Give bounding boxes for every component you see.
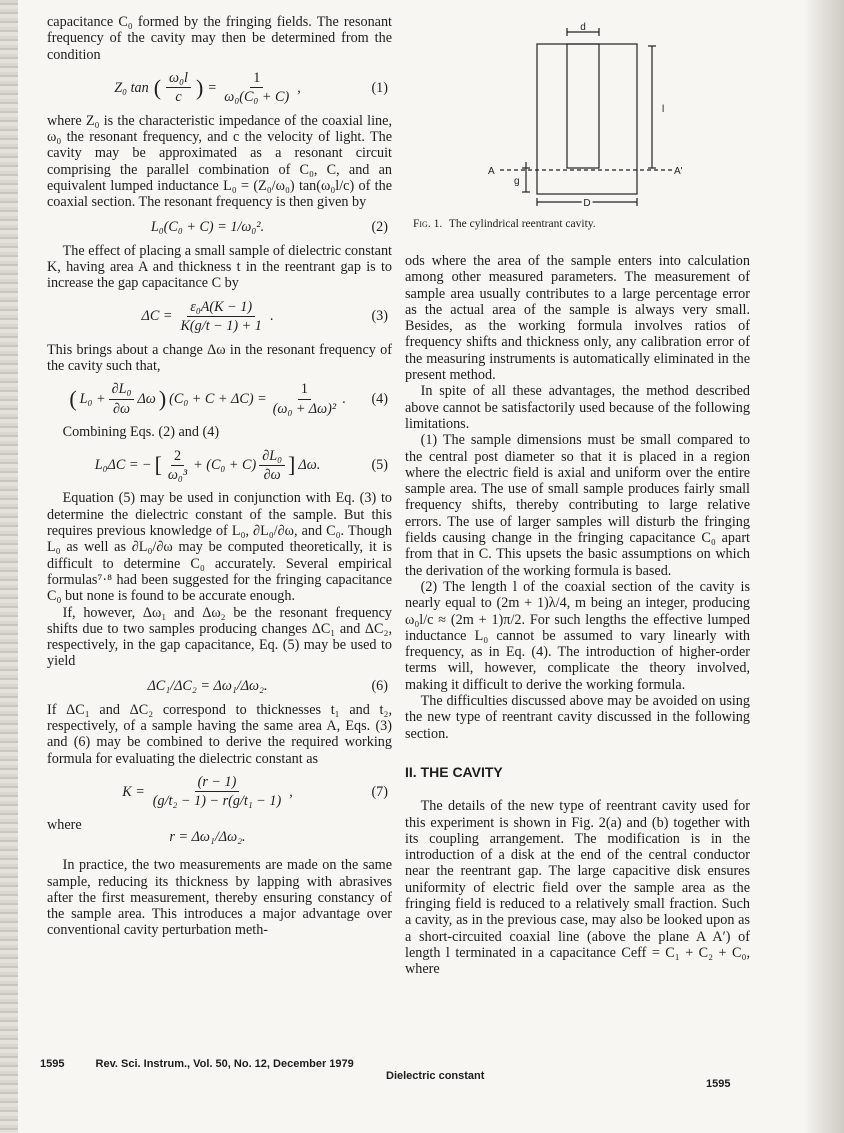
right-paragraph-4: (2) The length l of the coaxial section of the cavity is nearly equal to (2m + 1)λ/4, m being an integer, producing ω₀l/c ≈ (2m + 1)π/2. For such lengths the effective lumped inductance L₀ cannot be assumed to vary linearly with frequency, as in Eq. (4). The introduction of higher-order terms will, however, complicate the theory involved, making it difficult to derive the working formula.: [405, 578, 750, 693]
left-paragraph-3: The effect of placing a small sample of dielectric constant K, having area A and thickness t in the reentrant gap is to increase the gap capacitance C by: [47, 242, 392, 292]
figure-1-cavity-diagram: [470, 22, 710, 212]
eq5-dden: ∂ω: [263, 466, 281, 483]
left-paragraph-9: In practice, the two measurements are made on the same sample, reducing its thickness by lapping with abrasives after the first measurement, thereby ensuring constancy of the sample area. This introduces a major advantage over conventional cavity perturbation meth-: [47, 857, 392, 939]
figure-label-D: D: [583, 198, 591, 209]
eq4-c: (C₀ + C + ΔC) =: [169, 391, 267, 407]
eq6-number: (6): [371, 677, 388, 694]
left-paragraph-5: Combining Eqs. (2) and (4): [62, 424, 220, 441]
eq5-dnum: ∂L₀: [259, 448, 285, 466]
eq3-num: ε₀A(K − 1): [187, 299, 255, 317]
page-number-right: 1595: [706, 1078, 731, 1090]
equation-5: L₀ΔC = − [ $\frac{2}{\text{ω₀³}}$ + (C₀ + C) $\frac{\text{∂L₀}}{\partial\omega}$ ] Δω. (5): [94, 447, 388, 483]
eq2-text: L₀(C₀ + C) = 1/ω₀².: [150, 218, 265, 235]
eq5-lhs: L₀ΔC = −: [94, 457, 152, 474]
page-number-left: 1595: [40, 1058, 65, 1070]
eq1-paren-num: ω₀l: [166, 70, 191, 88]
eq5-mid: + (C₀ + C): [193, 457, 257, 474]
eq7-den: (g/t₂ − 1) − r(g/t₁ − 1): [152, 793, 282, 810]
equation-3: ΔC = $\frac{\text{ε₀A(K − 1)}}{K(g/t - 1) + 1}$ . (3): [141, 298, 388, 335]
eq6-text: ΔC₁/ΔC₂ = Δω₁/Δω₂.: [147, 677, 268, 694]
eq5-fden: ω₀³: [167, 466, 188, 483]
figure-label-g: g: [514, 176, 520, 187]
eq4-number: (4): [371, 391, 388, 407]
equation-7: K = $\frac{(r - 1)}{\text{(g/t₂ − 1) − r(g/t₁ − 1)}}$ , (7): [122, 774, 388, 810]
equation-7b: [47, 823, 392, 851]
eq5-number: (5): [371, 457, 388, 474]
eq1-rhs-den: ω₀(C₀ + C): [224, 89, 290, 106]
figure-label-A-prime: A': [674, 166, 683, 177]
right-column: [405, 253, 750, 977]
figure-label-d: d: [580, 22, 586, 33]
eq1-lhs: Z₀ tan: [114, 79, 149, 96]
eq2-number: (2): [371, 218, 388, 235]
journal-citation: Rev. Sci. Instrum., Vol. 50, No. 12, December 1979: [95, 1058, 354, 1070]
eq7-number: (7): [371, 783, 388, 800]
page-binding-edge: [0, 0, 18, 1133]
eq5-tail: Δω.: [298, 457, 321, 474]
right-paragraph-3: (1) The sample dimensions must be small compared to the central post diameter so that it is placed in a region where the electric field is axial and uniform over the entire sample area. The use of small sample produces fairly small frequency shifts, thereby contributing to large relative errors. The use of larger samples will disturb the fringing fields causing change in the fringing capacitance C₀ apart from that in C. This upsets the basic assumptions on which the derivation of the working formula is based.: [405, 432, 750, 579]
running-title: Dielectric constant: [386, 1070, 485, 1082]
left-paragraph-8: If ΔC₁ and ΔC₂ correspond to thicknesses t₁ and t₂, respectively, of a sample having the same area A, Eqs. (3) and (6) may be combined to derive the required working formula for evaluating the dielectric constant as: [47, 701, 392, 767]
equation-2: [47, 213, 392, 241]
eq7-lhs: K =: [122, 783, 145, 800]
where-label: where: [47, 816, 82, 833]
eq1-number: (1): [371, 79, 388, 96]
eq4-den: (ω₀ + Δω)²: [272, 400, 337, 417]
figure-1-caption: [413, 218, 596, 230]
left-paragraph-4: This brings about a change Δω in the resonant frequency of the cavity such that,: [47, 341, 392, 374]
eq4-num: 1: [298, 381, 311, 399]
eq3-den: K(g/t − 1) + 1: [180, 318, 262, 335]
right-paragraph-5: The difficulties discussed above may be avoided on using the new type of reentrant cavity discussed in the following section.: [405, 693, 750, 742]
eq3-number: (3): [371, 308, 388, 325]
equation-1: Z₀ tan ( $\frac{\text{ω₀l}}{c}$ ) = $\frac{1}{\text{ω₀(C₀ + C)}}$ , (1): [114, 70, 388, 106]
right-paragraph-2: In spite of all these advantages, the method described above cannot be satisfactorily used because of the following limitations.: [405, 383, 750, 432]
left-paragraph-6: Equation (5) may be used in conjunction with Eq. (3) to determine the dielectric constant of the sample. But this requires previous knowledge of L₀, ∂L₀/∂ω, and C₀. Though L₀ as well as ∂L₀/∂ω may be computed theoretically, it is difficult to determine C₀ accurately. Several empirical formulas⁷·⁸ had been suggested for the fringing capacitance C₀ but none is found to be accurate enough.: [47, 490, 392, 605]
left-paragraph-7: If, however, Δω₁ and Δω₂ be the resonant frequency shifts due to two samples producing changes ΔC₁ and ΔC₂, respectively, in the gap capacitance, Eq. (5) may be used to yield: [47, 604, 392, 670]
eq3-lhs: ΔC =: [141, 308, 173, 325]
left-paragraph-2: where Z₀ is the characteristic impedance of the coaxial line, ω₀ the resonant frequency, and c the velocity of light. The cavity may be approximated as a resonant circuit comprising the parallel combination of C₀, C, and an equivalent lumped inductance L₀ = (Z₀/ω₀) tan(ω₀l/c) of the coaxial section. The resonant frequency is then given by: [47, 112, 392, 211]
eq1-rhs-num: 1: [250, 70, 263, 88]
figure-label-A: A: [488, 166, 495, 177]
left-column: [47, 14, 392, 939]
eq4-dden: ∂ω: [113, 400, 131, 417]
figure-label-l: l: [662, 104, 665, 115]
equation-4: ( L₀ + $\frac{\text{∂L₀}}{\partial\omega}$ Δω ) (C₀ + C + ΔC) = $\frac{1}{\text{(ω₀ + Δω)²}}$ . (4): [69, 381, 388, 417]
eq1-paren-den: c: [175, 89, 182, 106]
section-heading: II. THE CAVITY: [405, 763, 503, 780]
eq5-fnum: 2: [171, 448, 184, 466]
equation-6: [47, 672, 392, 700]
figure-caption-text: The cylindrical reentrant cavity.: [448, 218, 596, 230]
right-paragraph-1: ods where the area of the sample enters into calculation among other measured parameters. The measurement of sample area usually contributes to a large percentage error as the actual area of the sample is always very small. Besides, as the working formula involves ratios of frequency shifts and thickness only, any calibration error of the measuring instruments is automatically eliminated in the present method.: [405, 253, 750, 384]
left-paragraph-1: capacitance C₀ formed by the fringing fields. The resonant frequency of the cavity may then be determined from the condition: [47, 14, 392, 63]
page-right-shadow: [804, 0, 844, 1133]
right-paragraph-6: The details of the new type of reentrant cavity used for this experiment is shown in Fig. 2(a) and (b) together with its coupling arrangement. The modification is in the introduction of a disk at the end of the central conductor near the reentrant gap. The large capacitive disk ensures uniformity of electric field over the sample area as the fringing field is reduced to a relatively small fraction. Such a cavity, as in the previous case, may also be looked upon as a short-circuited coaxial line (above the plane A A′) of length l terminated in a capacitance Ceff = C₁ + C₂ + C₀, where: [405, 798, 750, 978]
eq4-a: L₀ +: [79, 391, 106, 407]
eq4-b: Δω: [137, 391, 156, 407]
eq4-dnum: ∂L₀: [109, 381, 135, 399]
eq7b-text: r = Δω₁/Δω₂.: [169, 829, 246, 846]
eq7-num: (r − 1): [195, 774, 240, 792]
figure-caption-label: Fig. 1.: [413, 218, 443, 230]
footer-left: [40, 1058, 354, 1070]
